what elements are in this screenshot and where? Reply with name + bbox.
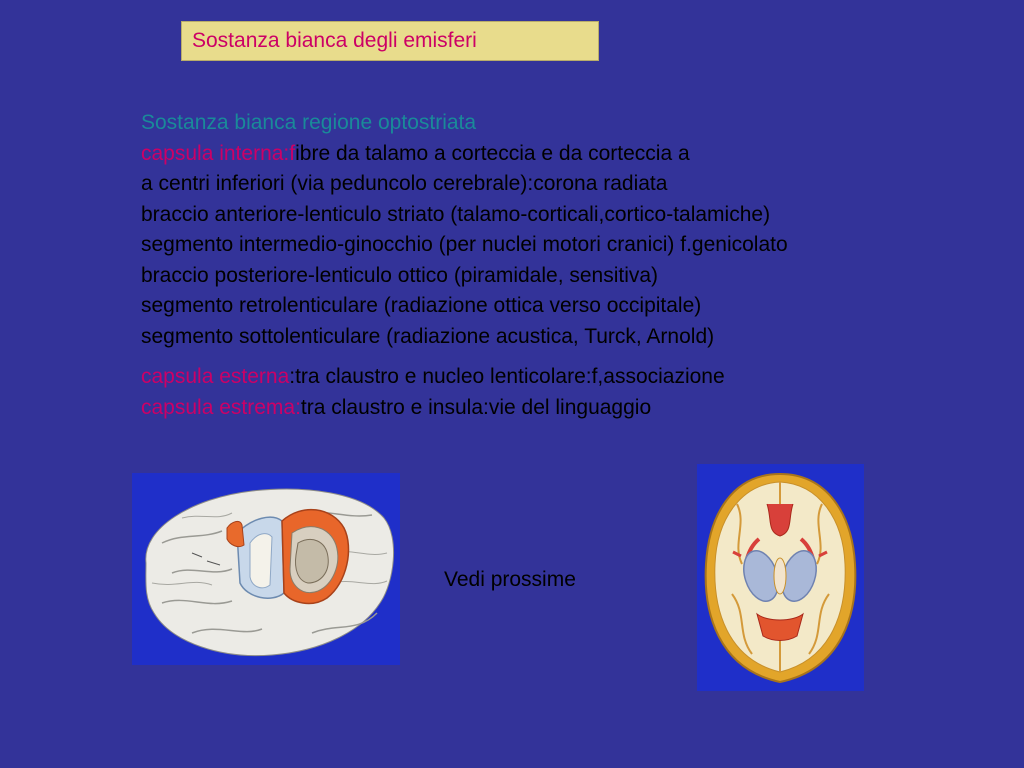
- external-capsule-text: :tra claustro e nucleo lenticolare:f,associazione: [289, 365, 725, 388]
- section-heading: Sostanza bianca regione optostriata: [141, 111, 477, 134]
- slide-title: Sostanza bianca degli emisferi: [192, 29, 477, 52]
- body-line: braccio posteriore-lenticulo ottico (piramidale, sensitiva): [141, 263, 659, 287]
- body-line: a centri inferiori (via peduncolo cerebrale):corona radiata: [141, 172, 668, 195]
- slide-body: [141, 108, 1001, 423]
- body-line: segmento retrolenticulare (radiazione ottica verso occipitale): [141, 294, 702, 317]
- extreme-capsule-line: [141, 393, 1001, 424]
- see-next-note: Vedi prossime: [444, 568, 576, 591]
- slide-title-box: [181, 21, 599, 61]
- body-line: braccio anteriore-lenticulo striato (talamo-corticali,cortico-talamiche): [141, 202, 771, 226]
- brain-section-image: [697, 464, 864, 691]
- internal-capsule-text: ibre da talamo a corteccia e da corteccia a: [295, 141, 690, 165]
- extreme-capsule-text: tra claustro e insula:vie del linguaggio: [300, 395, 652, 419]
- body-line: segmento intermedio-ginocchio (per nuclei motori cranici) f.genicolato: [141, 233, 788, 256]
- extreme-capsule-label: capsula estrema:: [141, 395, 301, 419]
- body-line: segmento sottolenticulare (radiazione acustica, Turck, Arnold): [141, 324, 715, 348]
- external-capsule-line: [141, 362, 1001, 393]
- external-capsule-label: capsula esterna: [141, 365, 290, 388]
- internal-capsule-label: capsula interna:f: [141, 141, 296, 165]
- internal-capsule-line: [141, 139, 1001, 170]
- brain-dissection-image: [132, 473, 400, 665]
